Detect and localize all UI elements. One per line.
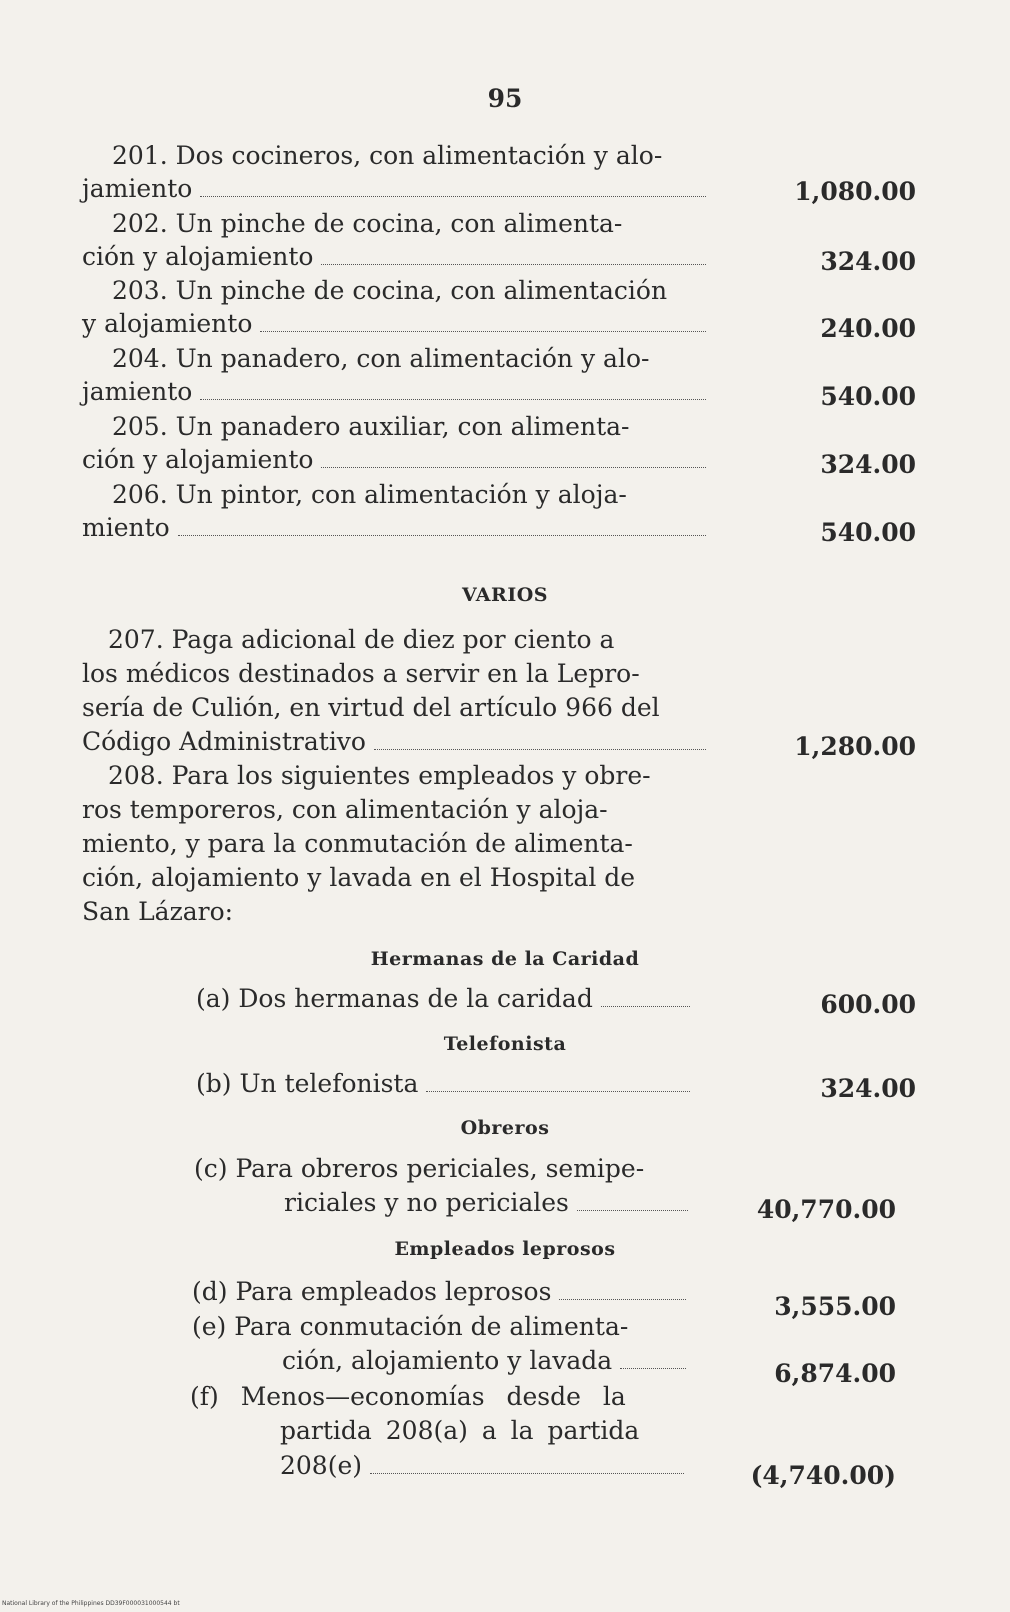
dot-leader (200, 196, 706, 197)
dot-leader (178, 535, 706, 536)
section-heading-obreros: Obreros (460, 1117, 550, 1139)
item-a-text: (a) Dos hermanas de la caridad (196, 984, 593, 1013)
dot-leader (370, 1473, 684, 1474)
section-heading-varios: VARIOS (462, 584, 548, 606)
item-202-line-1: 202. Un pinche de cocina, con alimenta- (112, 209, 623, 238)
item-205-line-2 (82, 443, 712, 477)
item-206-text: miento (82, 513, 170, 542)
item-e-amount: 6,874.00 (774, 1359, 896, 1388)
item-205-text: ción y alojamiento (82, 445, 314, 474)
item-b-text: (b) Un telefonista (196, 1069, 419, 1098)
item-f-line-3 (280, 1449, 690, 1483)
item-b-amount: 324.00 (820, 1074, 916, 1103)
dot-leader (200, 399, 706, 400)
item-204-line-2 (82, 375, 712, 409)
item-201-text: jamiento (82, 174, 193, 203)
item-f-amount: (4,740.00) (750, 1461, 896, 1490)
item-207-text: Código Administrativo (82, 727, 366, 756)
dot-leader (374, 749, 706, 750)
item-f-line-1: (f) Menos—economías desde la (190, 1382, 626, 1411)
item-b-line-1 (196, 1067, 696, 1101)
dot-leader (601, 1006, 690, 1007)
item-204-amount: 540.00 (820, 382, 916, 411)
item-208-line-3: miento, y para la conmutación de alimenta- (82, 829, 633, 858)
dot-leader (577, 1210, 688, 1211)
item-d-amount: 3,555.00 (774, 1292, 896, 1321)
dot-leader (321, 467, 706, 468)
item-f-text: 208(e) (280, 1451, 363, 1480)
item-e-line-1: (e) Para conmutación de alimenta- (192, 1312, 629, 1341)
scan-footer: National Library of the Philippines DD39F000031000544 bt (2, 1600, 180, 1607)
item-205-line-1: 205. Un panadero auxiliar, con alimenta- (112, 412, 630, 441)
section-heading-empleados: Empleados leprosos (394, 1238, 616, 1260)
item-207-line-1: 207. Paga adicional de diez por ciento a (108, 625, 615, 654)
item-208-line-2: ros temporeros, con alimentación y aloja- (82, 795, 608, 824)
item-d-text: (d) Para empleados leprosos (192, 1277, 552, 1306)
item-207-line-4 (82, 725, 712, 759)
item-203-line-2 (82, 307, 712, 341)
dot-leader (260, 331, 706, 332)
item-208-line-5: San Lázaro: (82, 897, 234, 926)
item-202-text: ción y alojamiento (82, 242, 314, 271)
dot-leader (426, 1091, 690, 1092)
item-c-line-1: (c) Para obreros periciales, semipe- (194, 1154, 645, 1183)
dot-leader (559, 1299, 686, 1300)
item-e-text: ción, alojamiento y lavada (282, 1346, 613, 1375)
item-c-amount: 40,770.00 (756, 1195, 896, 1224)
item-f-line-2: partida 208(a) a la partida (280, 1416, 640, 1445)
item-201-line-1: 201. Dos cocineros, con alimentación y alo- (112, 141, 663, 170)
item-207-amount: 1,280.00 (794, 732, 916, 761)
page-number: 95 (487, 84, 523, 113)
item-203-text: y alojamiento (82, 309, 253, 338)
item-a-line-1 (196, 982, 696, 1016)
item-206-line-1: 206. Un pintor, con alimentación y aloja- (112, 480, 627, 509)
item-208-line-1: 208. Para los siguientes empleados y obre- (108, 761, 651, 790)
item-204-line-1: 204. Un panadero, con alimentación y alo- (112, 344, 650, 373)
dot-leader (620, 1368, 686, 1369)
section-heading-hermanas: Hermanas de la Caridad (370, 948, 640, 970)
section-heading-telefonista: Telefonista (443, 1033, 567, 1055)
dot-leader (321, 264, 706, 265)
item-201-line-2 (82, 172, 712, 206)
item-201-amount: 1,080.00 (794, 177, 916, 206)
item-204-text: jamiento (82, 377, 193, 406)
item-203-amount: 240.00 (820, 314, 916, 343)
item-d-line-1 (192, 1275, 692, 1309)
item-202-amount: 324.00 (820, 247, 916, 276)
item-202-line-2 (82, 240, 712, 274)
item-207-line-2: los médicos destinados a servir en la Lepro- (82, 659, 640, 688)
item-206-amount: 540.00 (820, 518, 916, 547)
item-e-line-2 (282, 1344, 692, 1378)
item-206-line-2 (82, 511, 712, 545)
item-203-line-1: 203. Un pinche de cocina, con alimentación (112, 276, 668, 305)
item-c-line-2 (284, 1186, 694, 1220)
item-207-line-3: sería de Culión, en virtud del artículo 966 del (82, 693, 660, 722)
item-208-line-4: ción, alojamiento y lavada en el Hospital de (82, 863, 636, 892)
item-a-amount: 600.00 (820, 990, 916, 1019)
item-c-text: riciales y no periciales (284, 1188, 569, 1217)
item-205-amount: 324.00 (820, 450, 916, 479)
